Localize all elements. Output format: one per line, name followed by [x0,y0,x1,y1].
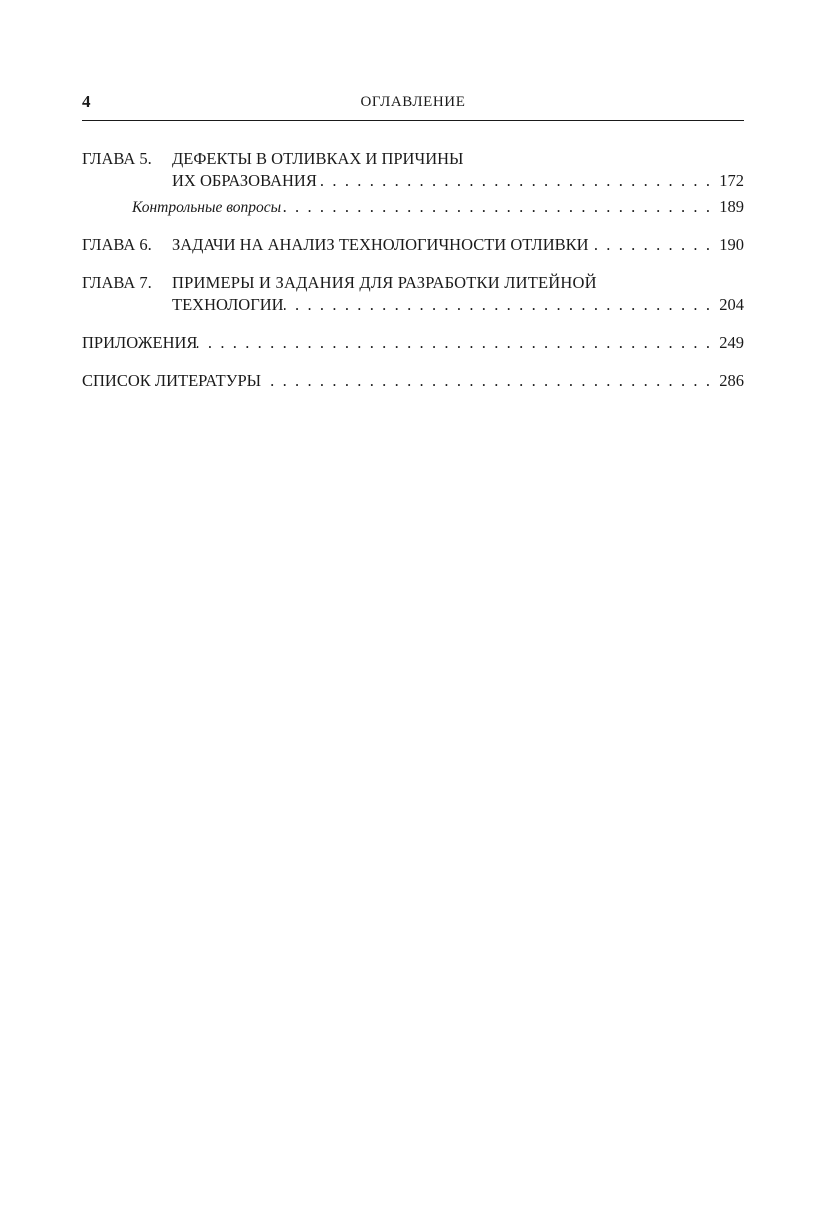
page-ref: 190 [719,235,744,254]
chapter-title: ЗАДАЧИ НА АНАЛИЗ ТЕХНОЛОГИЧНОСТИ ОТЛИВКИ [172,235,589,254]
dot-leader [281,196,710,218]
chapter-title-continued: ТЕХНОЛОГИИ [172,295,284,314]
section-title: СПИСОК ЛИТЕРАТУРЫ [82,371,262,390]
chapter-label: ГЛАВА 7. [82,273,152,292]
chapter-title: ДЕФЕКТЫ В ОТЛИВКАХ И ПРИЧИНЫ [172,149,464,168]
page-ref: 172 [719,171,744,190]
toc-entry-bibliography[interactable] [82,370,744,392]
section-title: Контрольные вопросы [132,199,282,216]
page-ref: 204 [719,295,744,314]
table-of-contents [82,148,744,392]
page-ref: 286 [719,371,744,390]
toc-entry-appendix[interactable] [82,332,744,354]
running-title: ОГЛАВЛЕНИЕ [360,94,466,110]
toc-entry-chapter-7[interactable] [82,272,744,316]
chapter-title: ПРИМЕРЫ И ЗАДАНИЯ ДЛЯ РАЗРАБОТКИ ЛИТЕЙНОЙ [172,273,597,292]
dot-leader [284,294,710,316]
page-header [82,92,744,121]
toc-entry-chapter-6[interactable] [82,234,744,256]
page-ref: 189 [719,197,744,216]
dot-leader [589,234,710,256]
page-ref: 249 [719,333,744,352]
section-title: ПРИЛОЖЕНИЯ [82,333,198,352]
page-number: 4 [82,92,91,111]
toc-entry-chapter-5[interactable] [82,148,744,192]
dot-leader [261,370,710,392]
dot-leader [197,332,710,354]
dot-leader [317,170,710,192]
chapter-title-continued: ИХ ОБРАЗОВАНИЯ [172,171,317,190]
chapter-label: ГЛАВА 6. [82,235,152,254]
chapter-label: ГЛАВА 5. [82,149,152,168]
toc-entry-review-questions[interactable] [82,196,744,218]
